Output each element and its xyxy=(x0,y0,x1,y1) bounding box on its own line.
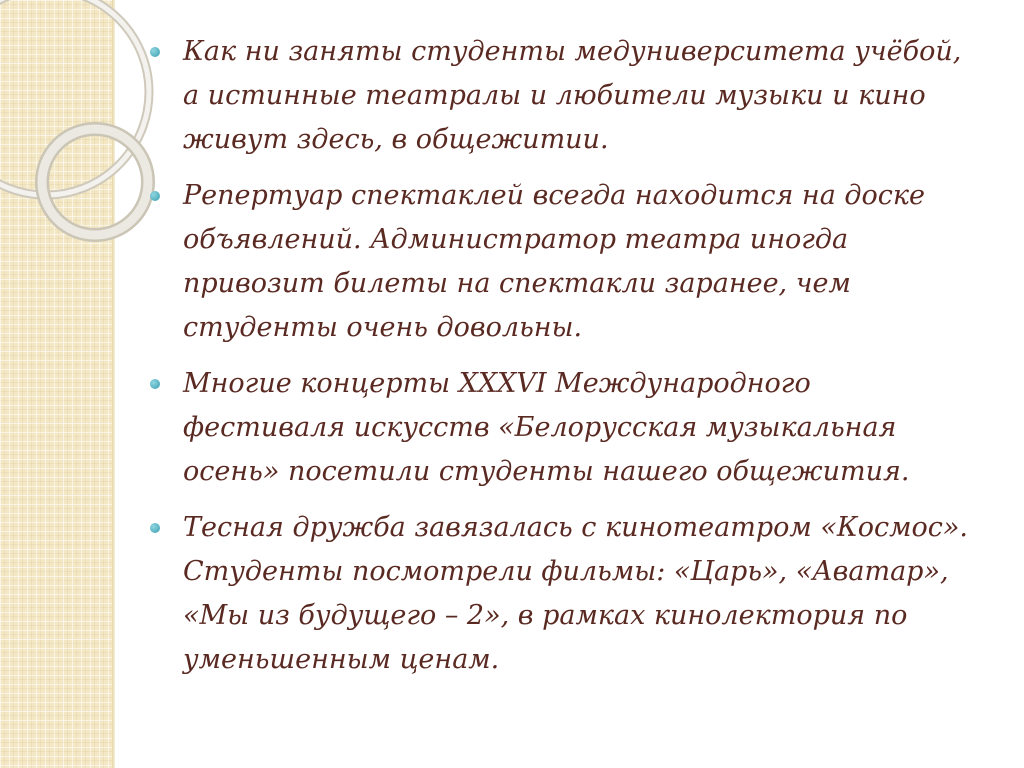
bullet-dot-icon xyxy=(150,47,160,57)
slide-content xyxy=(150,30,980,694)
bullet-dot-icon xyxy=(150,191,160,201)
bullet-item xyxy=(150,30,980,162)
bullet-dot-icon xyxy=(150,379,160,389)
panel-edge-line xyxy=(112,0,115,768)
bullet-text: Как ни заняты студенты медуниверситета учёбой, а истинные театралы и любители музыки и кино живут здесь, в общежитии. xyxy=(183,36,962,155)
bullet-dot-icon xyxy=(150,523,160,533)
bullet-list xyxy=(150,30,980,682)
bullet-text: Тесная дружба завязалась с кинотеатром «Космос». Студенты посмотрели фильмы: «Царь», «Аватар», «Мы из будущего – 2», в рамках кинолектория по уменьшенным ценам. xyxy=(183,512,968,675)
decorative-side-panel xyxy=(0,0,114,768)
bullet-text: Многие концерты XXXVI Международного фестиваля искусств «Белорусская музыкальная осень» посетили студенты нашего общежития. xyxy=(183,368,910,487)
bullet-item xyxy=(150,362,980,494)
bullet-text: Репертуар спектаклей всегда находится на доске объявлений. Администратор театра иногда привозит билеты на спектакли заранее, чем студенты очень довольны. xyxy=(183,180,925,343)
bullet-item xyxy=(150,174,980,350)
bullet-item xyxy=(150,506,980,682)
